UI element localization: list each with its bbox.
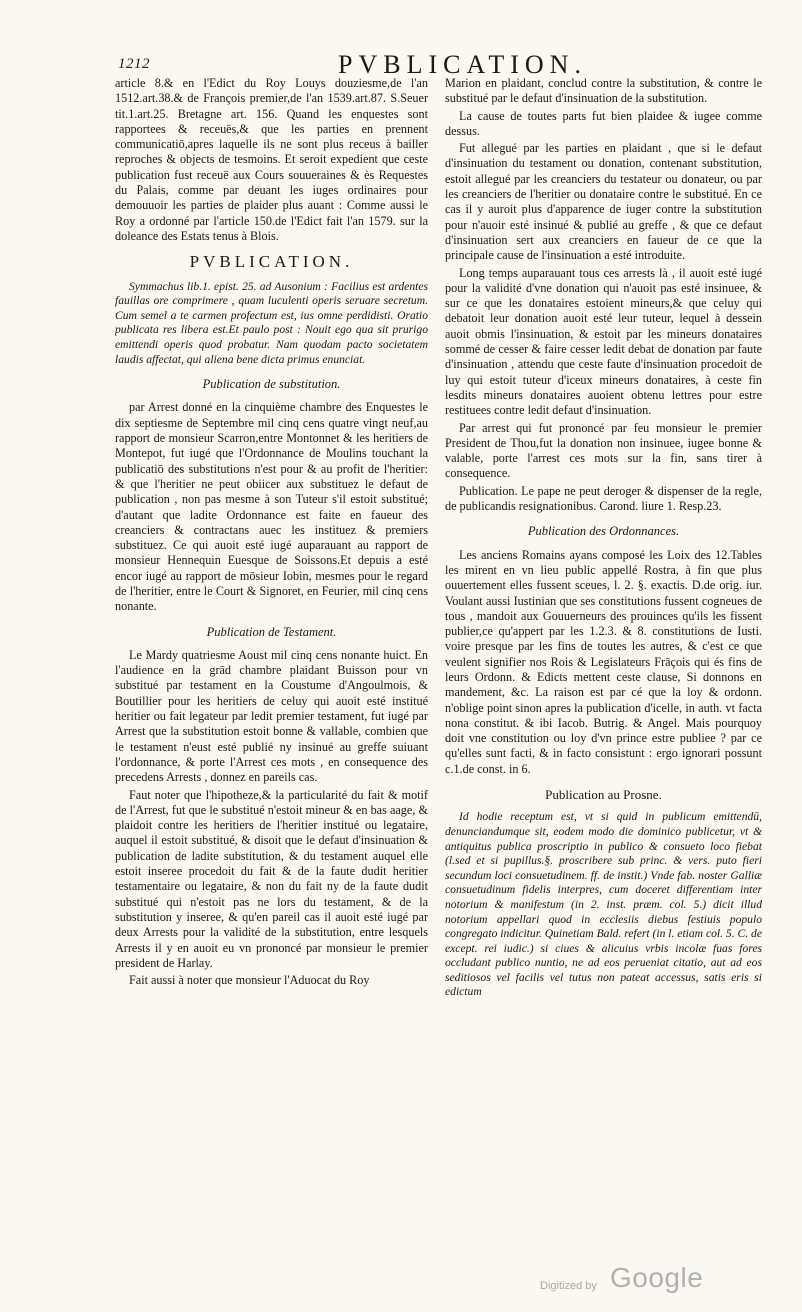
prosne-paragraph: Id hodie receptum est, vt si quid in publicum emittendū, denunciandumque sit, eodem modo die dominico publicetur, vt & antiquitus publica proscriptio in publico & consueto loco fiebat (l.sed et si pupillus.§. proscribere sub princ. & vers. puto fieri secundum loci consuetudinem. ff. de instit.) Vnde fab. noster Galliæ consuetudinum fidelis interpres, cum doceret differentiam inter notorium & manifestum (in 2. inst. præm. col. 5.) dicit illud notorium appellari quod in ecclesiis diebus festiuis populo congregato indicitur. Quinetiam Bald. refert (in l. etiam col. 5. C. de except. rei iudic.) si ciues & alicuius vrbis incolæ fuas fores occludant publico nuntio, ne ad eos perueniat citatio, aut ad eos seditiosos vel facilis vel tutus non pateat accessus, satis eris si edictum xyxy=(445,810,762,999)
intro-paragraph: article 8.& en l'Edict du Roy Louys douziesme,de l'an 1512.art.38.& de François premier,de l'an 1539.art.87. S.Seuer tit.1.art.25. Bretagne art. 156. Quand les enquestes sont rapportees & receuës,& que les parties en prennent communicatiō,apres laquelle ils ne sont plus receus à bailler reproches & objects de tesmoins. Et seroit expedient que ceste publication fust receuë aux Cours souueraines & ès Requestes du Palais, comme par deuant les iuges ordinaires pour demouuoir les parties de plaider plus auant : Comme aussi le Roy a ordonné par l'article 150.de l'Edict fait l'an 1579. sur la doleance des Estats tenus à Blois. xyxy=(115,76,428,243)
latin-quote: Symmachus lib.1. epist. 25. ad Ausonium : Facilius est ardentes fauillas ore comprimere , quam luculenti operis seruare secretum. Cum semel a te carmen profectum est, ius omne perdidisti. Oratio publicata res libera est.Et paulo post : Nouit ego qua sit prurigo emittendi operis quod probatur. Nam quodam pacto societatem laudis affectat, qui aliena bene dicta primus enunciat. xyxy=(115,279,428,366)
running-title: PVBLICATION. xyxy=(338,50,587,79)
section-title: PVBLICATION. xyxy=(189,252,354,272)
par-arrest-paragraph: Par arrest qui fut prononcé par feu monsieur le premier President de Thou,fut la donation non insinuee, iugee bonne & valable, porte l'arrest ces mots sur la fin, sans tirer à consequence. xyxy=(445,420,762,481)
subsection-title-ordonnances: Publication des Ordonnances. xyxy=(527,524,680,539)
page-number: 1212 xyxy=(118,56,150,72)
subsection-title-substitution: Publication de substitution. xyxy=(202,377,341,392)
ordonnances-paragraph: Les anciens Romains ayans composé les Loix des 12.Tables les mirent en vn lieu public appellé Rostra, à fin que plus ouuertement elles fussent sceues, l. 2. §. exactis. D.de orig. iur. Voulant aussi Iustinian que ses constitutions fussent cogneues de tous , mandoit aux Gouuerneurs des prouinces qu'ils les fissent publier,ce qu'appert par les 1.2.3. & 8. constitutions de Iusti. voire presque par les fins de toutes les autres, & c'est ce que veulent signifier nos Rois & Legislateurs Frāçois qui és fins de leurs Ordonn. & Edicts mettent ceste clause, Si donnons en mandement, &c. La raison est par cé que la loy & ordonn. n'oblige point sinon apres la publication d'icelle, in auth. vt facta nona constitut. & ibi Iacob. Butrig. & Angel. Mais pourquoy doit vne constitution ou loy d'vn prince estre publiee ? par ce qu'elles sunt facti, & in facto consistunt : ergo ignorari possunt c.1.de const. in 6. xyxy=(445,547,762,776)
testament-paragraph: Le Mardy quatriesme Aoust mil cinq cens nonante huict. En l'audience en la grād chambre plaidant Buisson pour vn substitué par testament en la Coustume d'Angoulmois, & Boutillier pour les heritiers de celuy qui auoit esté institué heritier ou fait legateur par ledit premier testament, fut iugé par Arrest que la substitution estoit bonne & vallable, combien que le testament n'eust esté publié ny insinué au greffe suiuant l'ordonnance, & porte l'Arrest ces mots , en consequence des precedens Arrests , donnez en pareils cas. xyxy=(115,647,428,785)
digitization-watermark xyxy=(540,1262,710,1306)
left-column xyxy=(115,76,428,1196)
page-header xyxy=(118,50,770,79)
long-temps-paragraph: Long temps auparauant tous ces arrests là , il auoit esté iugé pour la validité d'vne donation qui n'auoit pas esté insinuee, & sur ce que les donataires estoient mineurs,& que celuy qui debatoit leur donation auoit esté leur tuteur, lequel à dessein auoit obmis l'insinuation, & estoit par les mineurs donataires sommé de cesser & faire cesser ledit debat de donation par faute d'insinuation , attendu que ceste faute d'insinuation procedoit de luy qui estoit tuteur d'iceux mineurs donataires, à ceste fin lesdits mineurs donataires auoient obtenu lettres pour estre restituees contre ledit defaut d'insinuation. xyxy=(445,265,762,418)
google-logo: Google xyxy=(610,1262,704,1293)
publication-pape-paragraph: Publication. Le pape ne peut deroger & dispenser de la regle, de publicandis resignationibus. Carond. liure 1. Resp.23. xyxy=(445,483,762,514)
faut-noter-paragraph: Faut noter que l'hipotheze,& la particularité du fait & motif de l'Arrest, fut que le substitué n'estoit mineur & en bas aage, & plaidoit contre les heritiers de l'heritier institué ou legataire, auquel il estoit substitué, & disoit que le defaut d'insinuation & publication de ladite substitution, & du testament auquel elle estoit inseree procedoit du fait & de la faute dudit heritier testamentaire ou legataire, & non du fait ny de la faute dudit substitué qui n'estoit pas ne lors du testament, & de la substitution y inseree, & qu'en pareil cas il auoit esté iugé par deux Arrests pour la validité de la substitution, entre lesquels Arrests il y en auoit eu vn prononcé par monsieur le premier president de Harlay. xyxy=(115,787,428,970)
allegue-paragraph: Fut allegué par les parties en plaidant , que si le defaut d'insinuation du testament ou donation, contenant substitution, estoit allegué par les creanciers du testateur ou donateur, ou par les creanciers de l'heritier ou donataire contre le substitué. En ce cas il y auroit plus d'apparence de iuger contre la substitution pour n'auoir esté insinué & publié au greffe , & que ce defaut d'insinuation sert aux creanciers en faueur de ce que la principale cause de l'insinuation a esté introduite. xyxy=(445,141,762,263)
cause-paragraph: La cause de toutes parts fut bien plaidee & iugee comme dessus. xyxy=(445,108,762,138)
fait-aussi-paragraph: Fait aussi à noter que monsieur l'Aduocat du Roy xyxy=(129,973,370,988)
substitution-paragraph: par Arrest donné en la cinquième chambre des Enquestes le dix septiesme de Septembre mil cinq cens quatre vingt neuf,au rapport de monsieur Scarron,entre Montonnet & les heritiers de Montepot, fut iugé que l'Ordonnance de Moulins touchant la publicatiō des substitutions n'est pour & au profit de l'heritier: & que l'heritier ne peut obiicer aux substituez le defaut de publication , non pas mesme à son Tuteur s'il estoit substitué; d'autant que ladite Ordonnance est faite en faueur des creanciers & contractans auec les instituez & premiers substituez. Ce qui auoit esté iugé auparauant au rapport de monsieur Hennequin Euesque de Soissons.Et depuis a esté encor iugé au rapport de mōsieur Iobin, mesmes pour le regard de l'heritier, entre le Court & Signoret, en Feurier, mil cinq cens nonante. xyxy=(115,400,428,614)
watermark-prefix: Digitized by xyxy=(540,1280,597,1292)
subsection-title-prosne: Publication au Prosne. xyxy=(545,787,662,803)
right-column xyxy=(445,76,762,1196)
subsection-title-testament: Publication de Testament. xyxy=(206,624,337,639)
marion-paragraph: Marion en plaidant, conclud contre la substitution, & contre le substitué par le defaut d'insinuation de la substitution. xyxy=(445,76,762,106)
